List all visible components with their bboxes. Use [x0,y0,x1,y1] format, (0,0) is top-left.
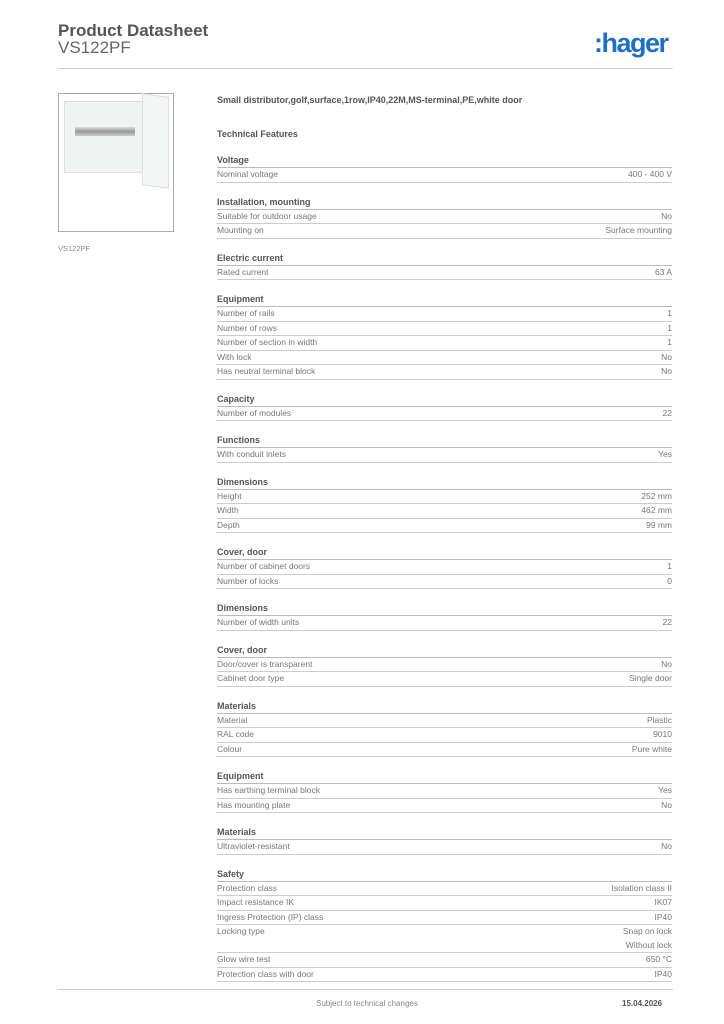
spec-label: Mounting on [217,225,264,235]
spec-value: No [661,366,672,376]
spec-value: IP40 [654,911,672,922]
spec-label: Width [217,505,239,515]
feature-group [217,545,672,589]
spec-value: No [661,351,672,362]
group-title: Functions [217,433,672,448]
spec-value: 63 A [654,266,672,277]
feature-group [217,251,672,281]
feature-group [217,475,672,534]
group-title: Equipment [217,292,672,307]
spec-label: Has mounting plate [217,799,291,810]
spec-value: No [661,841,672,851]
spec-label: Impact resistance IK [217,897,295,907]
spec-value: No [661,210,672,221]
spec-row [217,953,672,968]
spec-value: Isolation class II [611,882,672,893]
spec-row [217,560,672,575]
feature-group [217,153,672,183]
feature-groups [217,153,672,982]
spec-row [217,714,672,729]
spec-label: Cabinet door type [217,673,285,683]
group-title: Dimensions [217,475,672,490]
spec-label: With lock [217,351,252,362]
feature-group [217,195,672,239]
spec-row [217,882,672,897]
spec-label: Number of rows [217,322,277,333]
spec-row [217,224,672,239]
cabinet-door [142,93,169,189]
feature-group [217,867,672,983]
spec-value: 462 mm [641,505,672,515]
spec-row [217,266,672,281]
spec-label: Colour [217,743,243,754]
spec-label: Number of modules [217,407,292,418]
spec-row [217,799,672,814]
features-heading: Technical Features [217,129,298,139]
group-title: Installation, mounting [217,195,672,210]
spec-value: 99 mm [646,519,672,530]
footer-date: 15.04.2026 [622,999,663,1008]
page-title: Product Datasheet [58,21,209,40]
spec-row [217,210,672,225]
spec-value: 252 mm [641,490,672,501]
spec-row [217,519,672,534]
spec-label: Number of section in width [217,337,318,347]
spec-row [217,911,672,926]
spec-value: 22 [662,407,672,418]
spec-label: Ingress Protection (IP) class [217,911,324,922]
feature-group [217,769,672,813]
spec-row [217,407,672,422]
spec-value: No [661,658,672,669]
spec-row [217,448,672,463]
spec-row [217,307,672,322]
spec-row [217,616,672,631]
spec-value: 22 [662,617,672,627]
spec-row [217,575,672,590]
spec-value: Plastic [646,714,672,725]
spec-label: Number of width units [217,617,300,627]
spec-label: Depth [217,519,240,530]
footer-note: Subject to technical changes [316,999,418,1008]
spec-label: RAL code [217,729,255,739]
spec-value: 650 °C [645,954,672,964]
spec-label: Height [217,490,242,501]
group-title: Cover, door [217,643,672,658]
spec-row [217,968,672,983]
spec-label: Suitable for outdoor usage [217,210,317,221]
spec-row [217,925,672,953]
spec-row [217,336,672,351]
spec-row [217,728,672,743]
spec-label: Glow wire test [217,954,271,964]
spec-row [217,351,672,366]
spec-row [217,504,672,519]
group-title: Cover, door [217,545,672,560]
group-title: Equipment [217,769,672,784]
image-caption: VS122PF [58,244,91,253]
spec-row [217,490,672,505]
feature-group [217,433,672,463]
spec-label: Number of locks [217,575,279,586]
spec-row [217,743,672,758]
spec-value: No [661,799,672,810]
group-title: Voltage [217,153,672,168]
spec-row [217,168,672,183]
spec-value: 1 [667,322,672,333]
spec-label: Door/cover is transparent [217,658,313,669]
spec-label: Protection class [217,882,277,893]
spec-value: 9010 [653,729,672,739]
spec-value: 1 [667,337,672,347]
spec-row [217,672,672,687]
group-title: Capacity [217,392,672,407]
hager-logo: :hager [594,28,668,58]
spec-row [217,896,672,911]
spec-value: Yes [658,785,672,795]
spec-row [217,840,672,855]
spec-value: 1 [667,308,672,318]
group-title: Safety [217,867,672,882]
spec-label: Number of cabinet doors [217,561,311,571]
spec-value: 0 [667,575,672,586]
feature-group [217,392,672,422]
specs [217,95,672,982]
spec-row [217,658,672,673]
spec-value: Snap on lock Without lock [622,926,672,950]
spec-value: Surface mounting [605,225,672,235]
spec-label: Rated current [217,266,269,277]
spec-value: 400 - 400 V [628,169,672,179]
cabinet-body [64,101,146,173]
spec-row [217,365,672,380]
product-description: Small distributor,golf,surface,1row,IP40,22M,MS-terminal,PE,white door [217,95,523,105]
spec-row [217,322,672,337]
product-code: VS122PF [58,38,131,57]
spec-label: Protection class with door [217,968,314,979]
feature-group [217,825,672,855]
spec-label: Locking type [217,926,265,936]
group-title: Dimensions [217,601,672,616]
spec-label: Material [217,714,248,725]
spec-value: Single door [628,673,672,683]
header-divider [58,68,673,69]
feature-group [217,643,672,687]
product-image [58,93,174,232]
spec-row [217,784,672,799]
spec-value: IP40 [654,968,672,979]
din-rail [75,127,135,136]
spec-label: With conduit inlets [217,449,286,459]
feature-group [217,292,672,380]
group-title: Electric current [217,251,672,266]
group-title: Materials [217,825,672,840]
spec-value: Yes [658,449,672,459]
spec-value: Pure white [631,743,672,754]
spec-label: Has earthing terminal block [217,785,320,795]
spec-label: Number of rails [217,308,275,318]
feature-group [217,699,672,758]
footer-divider [58,989,673,990]
spec-label: Has neutral terminal block [217,366,316,376]
spec-value: IK07 [654,897,672,907]
spec-label: Ultraviolet-resistant [217,841,290,851]
spec-label: Nominal voltage [217,169,278,179]
feature-group [217,601,672,631]
spec-value: 1 [667,561,672,571]
group-title: Materials [217,699,672,714]
